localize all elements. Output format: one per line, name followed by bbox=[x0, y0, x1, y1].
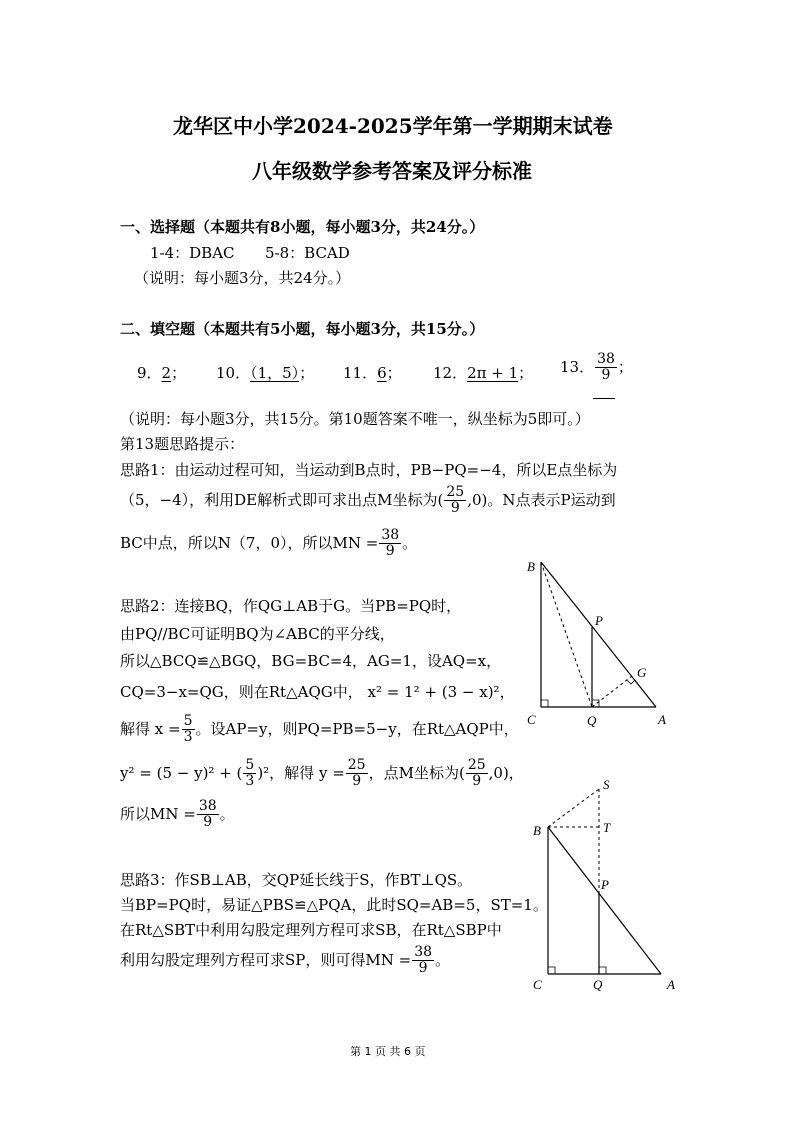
idea1-line3 bbox=[120, 528, 417, 560]
section2-note: （说明：每小题3分，共15分。第10题答案不唯一，纵坐标为5即可。） bbox=[120, 410, 590, 428]
fig2-segment-sb-dashed bbox=[548, 789, 599, 827]
idea3-line3: 在Rt△SBT中利用勾股定理列方程可求SB，在Rt△SBP中 bbox=[120, 921, 502, 939]
idea1-m-num: 25 bbox=[446, 484, 465, 500]
idea2-frac2-num: 25 bbox=[347, 757, 366, 773]
q11 bbox=[343, 366, 402, 381]
idea1-m-den: 9 bbox=[450, 500, 460, 517]
idea2-x-num: 5 bbox=[183, 713, 193, 729]
fig1-label-p: P bbox=[595, 613, 603, 628]
section1-answers-b: 5-8：BCAD bbox=[265, 244, 350, 262]
fig2-label-q: Q bbox=[593, 977, 603, 992]
q13-num: 38 bbox=[597, 351, 615, 367]
idea2-line4: CQ=3−x=QG，则在Rt△AQG中， x² = 1² + (3 − x)²， bbox=[120, 683, 515, 701]
q13-label: 13． bbox=[560, 357, 595, 376]
q9-label: 9． bbox=[137, 364, 162, 382]
idea2-frac1-den: 3 bbox=[245, 773, 255, 790]
idea2-line7 bbox=[120, 799, 235, 831]
idea3-mn-num: 38 bbox=[414, 944, 433, 960]
q9-sep: ； bbox=[171, 364, 187, 382]
idea1-line3-b: 。 bbox=[402, 533, 418, 552]
fig1-label-q: Q bbox=[587, 713, 597, 728]
idea3-line1: 思路3：作SB⊥AB，交QP延长线于S，作BT⊥QS。 bbox=[120, 871, 473, 889]
fig1-right-angle-c bbox=[541, 700, 548, 707]
idea1-line2-b: ,0)。N点表示P运动到 bbox=[467, 490, 616, 509]
idea2-mn-fraction bbox=[197, 799, 219, 831]
idea3-line4-a: 利用勾股定理列方程可求SP，则可得MN = bbox=[120, 950, 412, 969]
q10-sep: ； bbox=[299, 364, 315, 382]
idea1-line1: 思路1：由运动过程可知，当运动到B点时，PB−PQ=−4，所以E点坐标为 bbox=[120, 461, 618, 479]
figure-2-triangle bbox=[525, 775, 685, 1000]
idea1-m-fraction bbox=[444, 485, 466, 517]
figure-1-triangle bbox=[515, 555, 675, 735]
idea2-frac3 bbox=[466, 758, 488, 790]
idea2-frac1-num: 5 bbox=[245, 757, 255, 773]
q13-fraction bbox=[595, 352, 617, 384]
section2-heading: 二、填空题（本题共有5小题，每小题3分，共15分。） bbox=[120, 320, 485, 338]
idea1-line3-a: BC中点，所以N（7，0），所以MN = bbox=[120, 533, 379, 552]
idea2-line7-a: 所以MN = bbox=[120, 804, 196, 823]
fig2-label-p: P bbox=[601, 877, 609, 892]
q10 bbox=[216, 366, 314, 381]
idea2-line3: 所以△BCQ≌△BGQ，BG=BC=4，AG=1，设AQ=x， bbox=[120, 652, 502, 670]
idea2-frac2-den: 9 bbox=[352, 773, 362, 790]
idea1-mn-fraction bbox=[379, 528, 401, 560]
fig1-segment-qg-dashed bbox=[592, 676, 632, 707]
fig2-label-b: B bbox=[533, 823, 541, 838]
fig1-label-g: G bbox=[637, 665, 647, 680]
fig1-label-a: A bbox=[658, 712, 666, 727]
idea2-mn-num: 38 bbox=[198, 798, 217, 814]
q10-label: 10． bbox=[216, 364, 251, 382]
q13-underline bbox=[593, 398, 615, 399]
page-subtitle: 八年级数学参考答案及评分标准 bbox=[252, 159, 532, 183]
q13-den: 9 bbox=[601, 367, 611, 384]
idea1-mn-den: 9 bbox=[385, 543, 395, 560]
idea2-line2: 由PQ//BC可证明BQ为∠ABC的平分线， bbox=[120, 625, 395, 643]
page-title: 龙华区中小学2024-2025学年第一学期期末试卷 bbox=[173, 114, 613, 138]
hint-title: 第13题思路提示： bbox=[120, 435, 245, 453]
fig1-side-ab bbox=[541, 562, 656, 707]
fig2-label-s: S bbox=[603, 777, 610, 792]
idea2-frac3-num: 25 bbox=[467, 757, 486, 773]
idea2-line5-b: 。设AP=y，则PQ=PB=5−y，在Rt△AQP中， bbox=[195, 719, 519, 738]
idea2-line6-c: ，点M坐标为( bbox=[368, 763, 465, 782]
fig2-side-ab bbox=[548, 827, 661, 974]
idea2-line6 bbox=[120, 758, 524, 790]
idea2-frac1 bbox=[243, 758, 256, 790]
q12 bbox=[433, 366, 533, 381]
q12-sep: ； bbox=[518, 364, 534, 382]
idea2-line6-b: )²，解得 y = bbox=[257, 763, 345, 782]
section1-heading: 一、选择题（本题共有8小题，每小题3分，共24分。） bbox=[120, 218, 485, 236]
section1-note: （说明：每小题3分，共24分。） bbox=[134, 269, 351, 287]
q12-label: 12． bbox=[433, 364, 468, 382]
q11-sep: ； bbox=[386, 364, 402, 382]
q11-label: 11． bbox=[343, 364, 378, 382]
fig1-right-angle-g bbox=[627, 680, 635, 684]
q9 bbox=[137, 366, 186, 381]
q11-answer: 6 bbox=[377, 364, 387, 382]
idea2-line6-a: y² = (5 − y)² + ( bbox=[120, 763, 243, 782]
q9-answer: 2 bbox=[161, 364, 172, 382]
q10-answer: （1，5） bbox=[250, 364, 300, 382]
idea2-line1: 思路2：连接BQ，作QG⊥AB于G。当PB=PQ时， bbox=[120, 597, 462, 615]
idea1-line2 bbox=[120, 485, 616, 517]
idea2-line5-a: 解得 x = bbox=[120, 719, 181, 738]
idea3-line4 bbox=[120, 945, 450, 977]
fig2-right-angle-q bbox=[599, 967, 606, 974]
idea2-frac2 bbox=[346, 758, 368, 790]
section1-answers-a: 1-4：DBAC bbox=[150, 244, 235, 262]
fig1-label-b: B bbox=[527, 559, 535, 574]
idea2-frac3-den: 9 bbox=[472, 773, 482, 790]
idea1-line2-a: （5，−4），利用DE解析式即可求出点M坐标为( bbox=[120, 490, 444, 509]
fig1-label-c: C bbox=[527, 712, 536, 727]
fig2-label-c: C bbox=[533, 977, 542, 992]
q13-sep: ； bbox=[617, 357, 633, 376]
q12-answer: 2π + 1 bbox=[467, 364, 519, 382]
fig1-segment-bq-dashed bbox=[541, 562, 592, 707]
idea3-line2: 当BP=PQ时，易证△PBS≌△PQA，此时SQ=AB=5，ST=1。 bbox=[120, 896, 548, 914]
idea2-x-fraction bbox=[182, 714, 195, 746]
idea3-mn-fraction bbox=[412, 945, 434, 977]
idea2-line6-d: ,0)， bbox=[488, 763, 524, 782]
page-footer: 第 1 页 共 6 页 bbox=[350, 1045, 426, 1058]
fig2-label-a: A bbox=[667, 977, 675, 992]
idea2-line5 bbox=[120, 714, 519, 746]
idea2-x-den: 3 bbox=[183, 729, 193, 746]
idea1-mn-num: 38 bbox=[381, 527, 400, 543]
idea2-line7-b: 。 bbox=[219, 804, 235, 823]
idea3-mn-den: 9 bbox=[418, 960, 428, 977]
fig2-right-angle-c bbox=[548, 967, 555, 974]
idea3-line4-b: 。 bbox=[435, 950, 451, 969]
idea2-mn-den: 9 bbox=[203, 814, 213, 831]
q13 bbox=[560, 352, 633, 384]
fig2-label-t: T bbox=[603, 820, 611, 835]
